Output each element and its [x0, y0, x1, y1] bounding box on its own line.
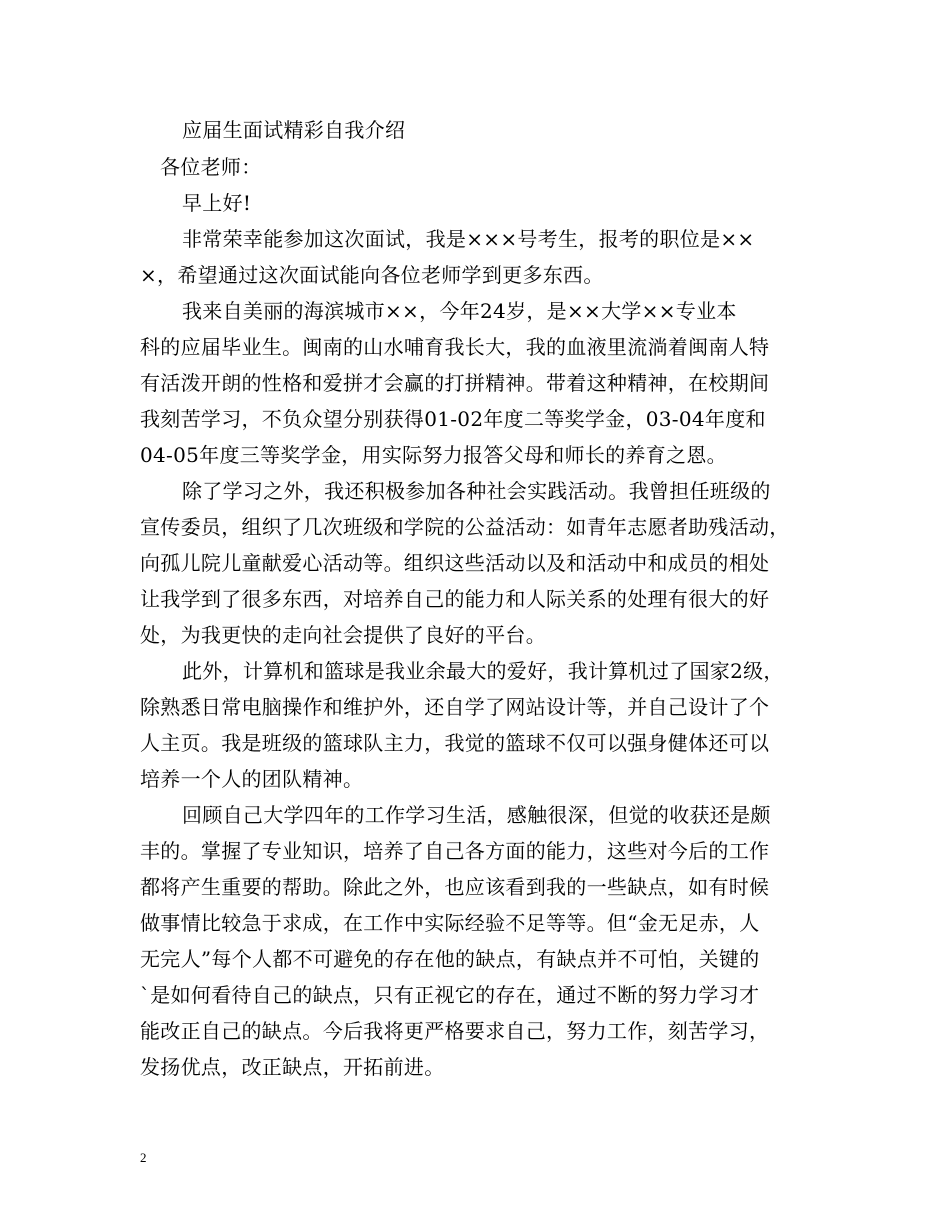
paragraph-line: ×，希望通过这次面试能向各位老师学到更多东西。: [140, 263, 604, 287]
paragraph-line: 除熟悉日常电脑操作和维护外，还自学了网站设计等，并自己设计了个: [140, 695, 770, 719]
paragraph-line: 回顾自己大学四年的工作学习生活，感触很深，但觉的收获还是颇: [182, 803, 771, 827]
paragraph-line: 向孤儿院儿童献爱心活动等。组织这些活动以及和活动中和成员的相处: [140, 551, 770, 575]
paragraph-line: 此外，计算机和篮球是我业余最大的爱好，我计算机过了国家2级，: [182, 659, 784, 683]
paragraph-line: 有活泼开朗的性格和爱拼才会赢的打拼精神。带着这种精神，在校期间: [140, 371, 770, 395]
paragraph-line: 都将产生重要的帮助。除此之外，也应该看到我的一些缺点，如有时候: [140, 875, 770, 899]
paragraph-line: 我刻苦学习，不负众望分别获得01-02年度二等奖学金，03-04年度和: [140, 407, 766, 431]
paragraph-line: 让我学到了很多东西，对培养自己的能力和人际关系的处理有很大的好: [140, 587, 770, 611]
paragraph-line: 科的应届毕业生。闽南的山水哺育我长大，我的血液里流淌着闽南人特: [140, 335, 770, 359]
document-title: 应届生面试精彩自我介绍: [182, 118, 406, 142]
paragraph-line: 发扬优点，改正缺点，开拓前进。: [140, 1055, 445, 1079]
paragraph-line: 培养一个人的团队精神。: [140, 767, 364, 791]
paragraph-line: `是如何看待自己的缺点，只有正视它的存在，通过不断的努力学习才: [140, 983, 760, 1007]
paragraph-line: 无完人”每个人都不可避免的存在他的缺点，有缺点并不可怕，关键的: [140, 947, 760, 971]
paragraph-line: 丰的。掌握了专业知识，培养了自己各方面的能力，这些对今后的工作: [140, 839, 770, 863]
paragraph-line: 非常荣幸能参加这次面试，我是×××号考生，报考的职位是××: [182, 227, 755, 251]
greeting: 各位老师：: [160, 155, 262, 179]
paragraph-line: 能改正自己的缺点。今后我将更严格要求自己，努力工作，刻苦学习，: [140, 1019, 770, 1043]
paragraph-line: 宣传委员，组织了几次班级和学院的公益活动：如青年志愿者助残活动，: [140, 515, 790, 539]
page-number: 2: [140, 1150, 147, 1165]
paragraph-line: 处，为我更快的走向社会提供了良好的平台。: [140, 623, 546, 647]
paragraph-line: 人主页。我是班级的篮球队主力，我觉的篮球不仅可以强身健体还可以: [140, 731, 770, 755]
paragraph-line: 04-05年度三等奖学金，用实际努力报答父母和师长的养育之恩。: [140, 443, 727, 467]
salutation: 早上好!: [182, 191, 252, 215]
paragraph-line: 做事情比较急于求成，在工作中实际经验不足等等。但“金无足赤，人: [140, 911, 760, 935]
paragraph-line: 除了学习之外，我还积极参加各种社会实践活动。我曾担任班级的: [182, 479, 771, 503]
paragraph-line: 我来自美丽的海滨城市××，今年24岁，是××大学××专业本: [182, 299, 737, 323]
